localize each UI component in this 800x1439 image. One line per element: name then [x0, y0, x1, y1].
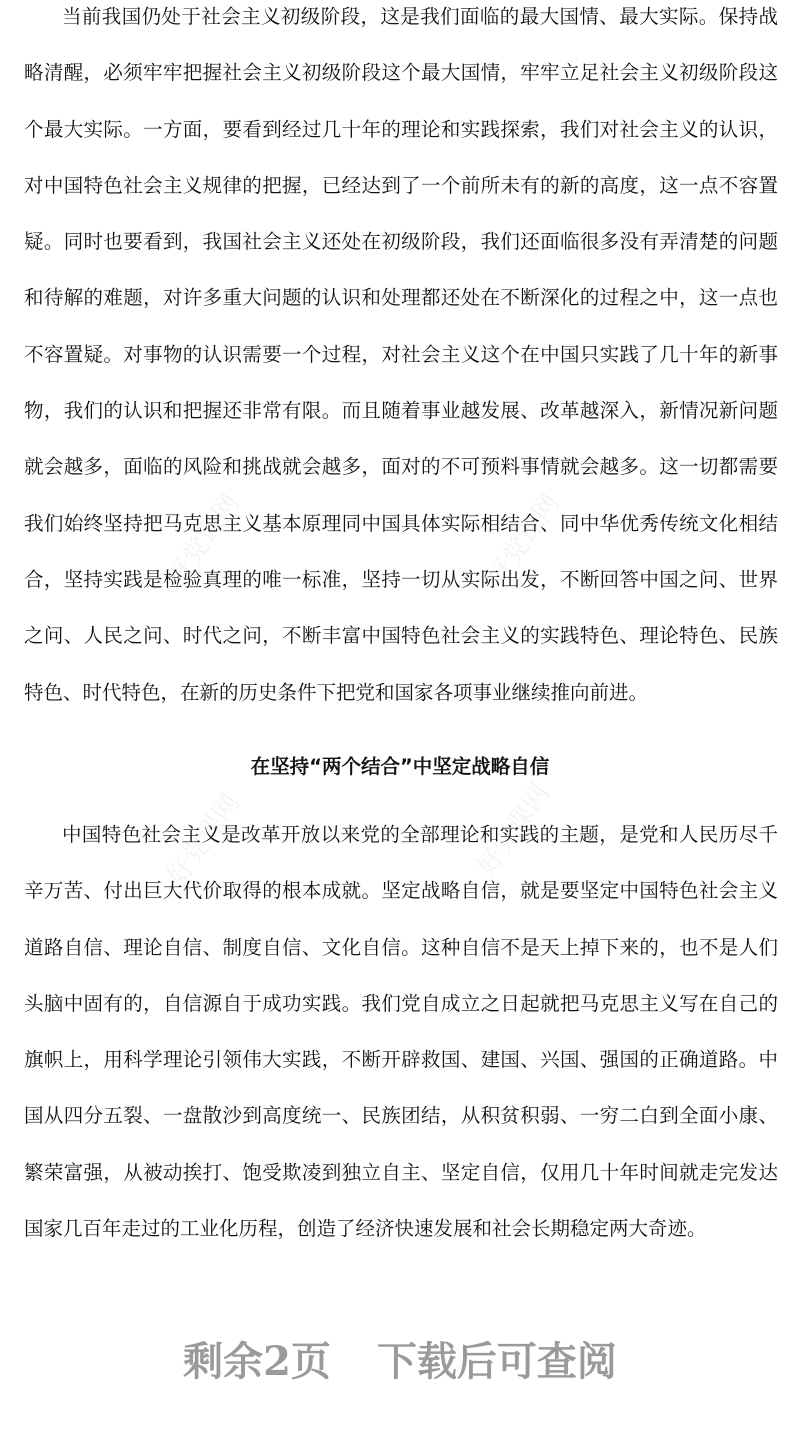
text-line: 道路自信、理论自信、制度自信、文化自信。这种自信不是天上掉下来的，也不是人们	[24, 935, 778, 959]
text-line: 繁荣富强，从被动挨打、饱受欺凌到独立自主、坚定自信，仅用几十年时间就走完发达	[24, 1160, 778, 1184]
text-line: 辛万苦、付出巨大代价取得的根本成就。坚定战略自信，就是要坚定中国特色社会主义	[24, 879, 778, 903]
watermark: 好党课网	[161, 788, 247, 892]
text-line: 疑。同时也要看到，我国社会主义还处在初级阶段，我们还面临很多没有弄清楚的问题	[24, 230, 778, 254]
watermark: 好党课网	[161, 488, 247, 592]
section-heading: 在坚持“两个结合”中坚定战略自信	[250, 755, 550, 778]
text-line: 略清醒，必须牢牢把握社会主义初级阶段这个最大国情，牢牢立足社会主义初级阶段这	[24, 61, 778, 85]
watermark: 好党课网	[481, 488, 567, 592]
remaining-pages-text: 剩余2页	[183, 1338, 331, 1385]
text-line: 和待解的难题，对许多重大问题的认识和处理都还处在不断深化的过程之中，这一点也	[24, 286, 778, 310]
text-line: 头脑中固有的，自信源自于成功实践。我们党自成立之日起就把马克思主义写在自己的	[24, 991, 778, 1015]
paragraph-2	[24, 807, 778, 1257]
text-line: 当前我国仍处于社会主义初级阶段，这是我们面临的最大国情、最大实际。保持战	[62, 5, 778, 28]
text-line: 旗帜上，用科学理论引领伟大实践，不断开辟救国、建国、兴国、强国的正确道路。中	[24, 1048, 778, 1072]
text-line: 对中国特色社会主义规律的把握，已经达到了一个前所未有的新的高度，这一点不容置	[24, 173, 778, 197]
text-line: 中国特色社会主义是改革开放以来党的全部理论和实践的主题，是党和人民历尽千	[62, 823, 778, 846]
watermark: 好党课网	[471, 778, 557, 882]
paragraph-1	[24, 0, 778, 721]
text-line: 国从四分五裂、一盘散沙到高度统一、民族团结，从积贫积弱、一穷二白到全面小康、	[24, 1104, 778, 1128]
text-line: 我们始终坚持把马克思主义基本原理同中国具体实际相结合、同中华优秀传统文化相结	[24, 511, 778, 535]
remaining-pages-banner[interactable]	[0, 1335, 800, 1389]
text-line: 特色、时代特色，在新的历史条件下把党和国家各项事业继续推向前进。	[24, 680, 649, 704]
text-line: 个最大实际。一方面，要看到经过几十年的理论和实践探索，我们对社会主义的认识，	[24, 117, 778, 141]
text-line: 不容置疑。对事物的认识需要一个过程，对社会主义这个在中国只实践了几十年的新事	[24, 342, 778, 366]
text-line: 国家几百年走过的工业化历程，创造了经济快速发展和社会长期稳定两大奇迹。	[24, 1217, 707, 1241]
text-line: 之问、人民之问、时代之问，不断丰富中国特色社会主义的实践特色、理论特色、民族	[24, 624, 778, 648]
download-hint-text: 下载后可查阅	[376, 1338, 617, 1385]
text-line: 就会越多，面临的风险和挑战就会越多，面对的不可预料事情就会越多。这一切都需要	[24, 455, 778, 479]
text-line: 物，我们的认识和把握还非常有限。而且随着事业越发展、改革越深入，新情况新问题	[24, 399, 778, 423]
text-line: 合，坚持实践是检验真理的唯一标准，坚持一切从实际出发，不断回答中国之问、世界	[24, 567, 778, 591]
